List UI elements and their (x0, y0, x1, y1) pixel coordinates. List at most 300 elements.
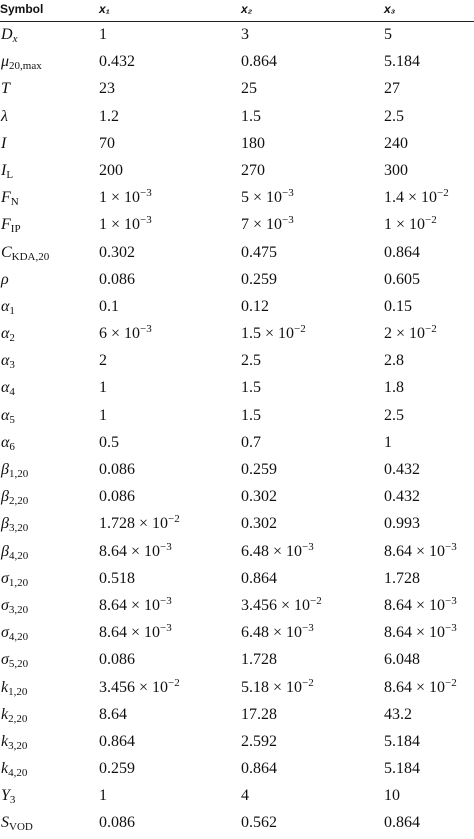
symbol-subscript: 3,20 (8, 522, 29, 535)
symbol-main: α (1, 379, 10, 397)
value-mantissa: 5.184 (384, 760, 420, 778)
symbol-subscript: 3,20 (8, 603, 29, 616)
table-row (0, 457, 474, 484)
symbol-subscript: 4 (9, 386, 15, 399)
value-cell-x2 (241, 515, 277, 533)
value-cell-x3 (384, 216, 437, 234)
value-exponent: −3 (445, 622, 457, 635)
symbol-main: λ (1, 107, 8, 125)
symbol-subscript: 5 (9, 413, 15, 426)
symbol-subscript: 1,20 (8, 468, 29, 480)
value-exponent: −2 (425, 214, 437, 227)
symbol-main: T (1, 80, 10, 98)
value-cell-x2 (241, 814, 277, 832)
value-exponent: −3 (140, 214, 152, 227)
value-mantissa: 8.64 × 10 (99, 624, 161, 642)
symbol-cell (1, 216, 21, 234)
symbol-main: k (1, 732, 9, 750)
symbol-subscript: 3,20 (8, 739, 28, 752)
symbol-main: α (1, 297, 10, 315)
symbol-subscript: x (12, 33, 18, 45)
value-cell-x1 (99, 80, 115, 98)
value-cell-x2 (241, 108, 261, 126)
value-cell-x3 (384, 379, 404, 397)
symbol-main: F (1, 189, 11, 207)
symbol-main: β (1, 515, 9, 533)
value-cell-x1 (99, 379, 107, 397)
table-row (0, 675, 474, 702)
symbol-subscript: 2,20 (8, 495, 29, 508)
value-mantissa: 2.592 (241, 732, 277, 750)
value-mantissa: 0.302 (241, 488, 277, 506)
table-row (0, 403, 474, 430)
value-cell-x1 (99, 706, 127, 724)
value-mantissa: 1.5 × 10 (241, 325, 295, 343)
value-mantissa: 8.64 × 10 (99, 596, 161, 614)
table-row (0, 783, 474, 810)
value-cell-x1 (99, 53, 135, 71)
table-row (0, 593, 474, 620)
value-mantissa: 0.086 (99, 461, 135, 478)
value-cell-x1 (99, 26, 107, 44)
value-cell-x3 (384, 733, 420, 751)
value-cell-x3 (384, 434, 392, 452)
value-cell-x2 (241, 53, 277, 71)
value-mantissa: 0.432 (99, 53, 135, 71)
value-cell-x1 (99, 352, 107, 370)
value-mantissa: 0.864 (384, 814, 420, 832)
table-row (0, 212, 474, 239)
header-x1: x₁ (99, 2, 110, 16)
value-cell-x1 (99, 135, 115, 153)
symbol-subscript: 4,20 (8, 631, 29, 644)
value-exponent: −3 (282, 187, 294, 200)
table-row (0, 566, 474, 593)
value-mantissa: 25 (241, 80, 257, 98)
symbol-main: I (1, 161, 7, 179)
value-cell-x2 (241, 434, 261, 452)
value-cell-x1 (99, 434, 119, 452)
value-cell-x2 (241, 706, 277, 724)
symbol-main: k (1, 705, 9, 723)
value-mantissa: 6 × 10 (99, 325, 141, 343)
value-mantissa: 0.259 (99, 760, 135, 778)
value-cell-x2 (241, 271, 277, 289)
value-mantissa: 0.12 (241, 297, 269, 315)
symbol-cell (1, 108, 8, 126)
value-cell-x1 (99, 271, 135, 289)
value-cell-x3 (384, 540, 457, 561)
value-cell-x2 (241, 352, 261, 370)
value-cell-x2 (241, 461, 277, 479)
value-mantissa: 8.64 × 10 (384, 596, 446, 614)
value-mantissa: 0.086 (99, 270, 135, 288)
table-row (0, 49, 474, 76)
value-mantissa: 6.048 (384, 651, 420, 669)
value-exponent: −2 (445, 676, 457, 689)
value-mantissa: 0.15 (384, 297, 412, 315)
value-cell-x3 (384, 594, 457, 615)
value-mantissa: 1 (99, 26, 107, 43)
value-mantissa: 0.432 (384, 488, 420, 506)
value-cell-x3 (384, 760, 420, 778)
table-row (0, 267, 474, 294)
symbol-subscript: 3 (9, 359, 15, 372)
value-mantissa: 1.5 (241, 107, 261, 125)
value-mantissa: 2 (99, 352, 107, 370)
symbol-cell (1, 135, 6, 153)
value-cell-x2 (241, 189, 294, 207)
symbol-main: β (1, 488, 9, 506)
symbol-cell (1, 570, 28, 588)
value-cell-x1 (99, 189, 152, 207)
symbol-main: σ (1, 624, 9, 642)
value-cell-x1 (99, 760, 135, 778)
value-cell-x3 (384, 624, 457, 642)
value-cell-x3 (384, 325, 437, 343)
value-exponent: −3 (140, 323, 152, 336)
symbol-cell (1, 760, 27, 778)
value-mantissa: 5.184 (384, 732, 420, 750)
value-exponent: −3 (282, 214, 294, 227)
value-cell-x1 (99, 651, 135, 669)
table-row (0, 430, 474, 457)
value-mantissa: 1.728 × 10 (99, 515, 169, 533)
value-mantissa: 300 (384, 161, 408, 179)
value-cell-x2 (241, 540, 314, 561)
value-cell-x1 (99, 244, 135, 262)
value-exponent: −2 (302, 676, 314, 689)
value-mantissa: 0.086 (99, 651, 135, 669)
value-mantissa: 8.64 × 10 (384, 678, 446, 696)
value-mantissa: 1 × 10 (99, 189, 141, 207)
value-mantissa: 70 (99, 134, 115, 152)
value-mantissa: 270 (241, 161, 265, 179)
symbol-cell (1, 189, 19, 207)
value-cell-x2 (241, 733, 277, 751)
value-cell-x2 (241, 325, 306, 343)
value-cell-x1 (99, 676, 180, 697)
symbol-main: D (1, 26, 13, 43)
value-mantissa: 0.605 (384, 270, 420, 288)
value-cell-x3 (384, 271, 420, 289)
value-cell-x1 (99, 298, 119, 316)
value-mantissa: 3.456 × 10 (241, 596, 311, 614)
symbol-main: α (1, 433, 10, 451)
table-row (0, 756, 474, 783)
symbol-main: S (1, 814, 9, 832)
header-x2: x₂ (241, 2, 253, 16)
value-mantissa: 1 × 10 (99, 216, 141, 234)
table-row (0, 76, 474, 103)
value-cell-x1 (99, 814, 135, 832)
value-mantissa: 5.184 (384, 53, 420, 71)
value-cell-x1 (99, 787, 107, 805)
value-mantissa: 0.5 (99, 433, 119, 451)
value-cell-x3 (384, 461, 420, 479)
symbol-subscript: N (10, 196, 19, 209)
table-row (0, 375, 474, 402)
symbol-cell (1, 624, 28, 642)
value-cell-x3 (384, 570, 420, 588)
value-mantissa: 6.48 × 10 (241, 624, 303, 642)
symbol-subscript: 5,20 (8, 658, 29, 671)
value-cell-x2 (241, 760, 277, 778)
symbol-main: σ (1, 569, 9, 587)
value-mantissa: 23 (99, 80, 115, 98)
value-mantissa: 1.728 (384, 569, 420, 587)
value-mantissa: 200 (99, 161, 123, 179)
symbol-main: σ (1, 651, 9, 669)
symbol-subscript: 1,20 (8, 576, 29, 589)
value-mantissa: 1 (99, 406, 107, 424)
value-mantissa: 0.259 (241, 270, 277, 288)
symbol-cell (1, 461, 28, 479)
value-exponent: −2 (437, 187, 449, 200)
table-row (0, 702, 474, 729)
value-cell-x3 (384, 676, 457, 697)
value-mantissa: 0.302 (241, 515, 277, 533)
value-mantissa: 1 (99, 379, 107, 397)
value-cell-x2 (241, 244, 277, 262)
table-row (0, 810, 474, 837)
table-row (0, 620, 474, 647)
value-exponent: −3 (302, 540, 314, 553)
value-mantissa: 8.64 × 10 (384, 542, 446, 560)
symbol-subscript: 1,20 (8, 685, 28, 698)
symbol-main: ρ (1, 270, 9, 288)
value-mantissa: 1.8 (384, 379, 404, 397)
value-cell-x3 (384, 80, 400, 98)
value-cell-x3 (384, 651, 420, 669)
value-mantissa: 3.456 × 10 (99, 678, 169, 696)
value-exponent: −3 (302, 622, 314, 635)
value-cell-x1 (99, 540, 172, 561)
value-cell-x1 (99, 108, 119, 126)
value-exponent: −3 (445, 594, 457, 607)
value-exponent: −3 (160, 622, 172, 635)
value-cell-x1 (99, 515, 180, 533)
symbol-cell (1, 298, 15, 316)
symbol-subscript: IP (10, 223, 21, 236)
value-mantissa: 5 (384, 26, 392, 43)
symbol-subscript: 1 (9, 304, 15, 317)
value-mantissa: 4 (241, 787, 249, 805)
value-cell-x3 (384, 244, 420, 262)
value-cell-x2 (241, 407, 261, 425)
symbol-cell (1, 651, 28, 669)
value-cell-x2 (241, 570, 277, 588)
symbol-cell (1, 352, 15, 370)
symbol-cell (1, 597, 28, 615)
value-cell-x2 (241, 216, 294, 234)
symbol-main: C (1, 243, 12, 261)
symbol-cell (1, 814, 33, 832)
symbol-subscript: 4,20 (8, 767, 28, 780)
symbol-subscript: 4,20 (8, 549, 29, 562)
table-row (0, 647, 474, 674)
symbol-subscript: 6 (9, 440, 15, 453)
value-cell-x1 (99, 733, 135, 751)
symbol-main: I (1, 134, 7, 152)
value-mantissa: 1.2 (99, 107, 119, 125)
value-mantissa: 5 × 10 (241, 189, 283, 207)
symbol-cell (1, 706, 27, 724)
value-mantissa: 0.259 (241, 461, 277, 478)
value-exponent: −3 (140, 187, 152, 200)
symbol-cell (1, 244, 49, 262)
value-mantissa: 1.4 × 10 (384, 189, 438, 207)
value-mantissa: 2.8 (384, 352, 404, 370)
symbol-cell (1, 407, 15, 425)
value-mantissa: 1 (384, 433, 392, 451)
table-header (0, 0, 474, 22)
value-mantissa: 43.2 (384, 705, 412, 723)
value-mantissa: 7 × 10 (241, 216, 283, 234)
value-mantissa: 0.864 (241, 53, 277, 71)
table-row (0, 294, 474, 321)
table-row (0, 511, 474, 538)
value-cell-x3 (384, 407, 404, 425)
value-cell-x3 (384, 706, 412, 724)
symbol-cell (1, 733, 27, 751)
symbol-main: k (1, 760, 9, 778)
symbol-cell (1, 379, 15, 397)
value-cell-x1 (99, 461, 135, 479)
symbol-cell (1, 488, 28, 506)
value-mantissa: 0.475 (241, 243, 277, 261)
value-mantissa: 0.086 (99, 488, 135, 506)
value-mantissa: 8.64 (99, 705, 127, 723)
symbol-subscript: L (6, 168, 14, 181)
value-cell-x3 (384, 108, 404, 126)
value-mantissa: 2.5 (241, 352, 261, 370)
value-cell-x3 (384, 787, 400, 805)
symbol-cell (1, 679, 27, 697)
value-mantissa: 1.728 (241, 651, 277, 669)
value-exponent: −2 (294, 323, 306, 336)
symbol-main: F (1, 216, 11, 234)
value-mantissa: 0.432 (384, 461, 420, 478)
symbol-cell (1, 543, 28, 561)
value-cell-x2 (241, 379, 261, 397)
value-mantissa: 1 (99, 787, 107, 805)
value-cell-x3 (384, 352, 404, 370)
symbol-main: α (1, 352, 10, 370)
value-mantissa: 0.518 (99, 569, 135, 587)
table-row (0, 185, 474, 212)
value-mantissa: 2 × 10 (384, 325, 426, 343)
value-cell-x3 (384, 814, 420, 832)
symbol-cell (1, 162, 13, 180)
symbol-cell (1, 53, 42, 71)
value-cell-x2 (241, 162, 265, 180)
symbol-main: α (1, 406, 10, 424)
value-cell-x2 (241, 488, 277, 506)
symbol-subscript: 2 (9, 332, 15, 345)
value-mantissa: 8.64 × 10 (99, 542, 161, 560)
symbol-cell (1, 787, 15, 805)
value-mantissa: 0.864 (241, 760, 277, 778)
value-mantissa: 0.993 (384, 515, 420, 533)
value-cell-x3 (384, 515, 420, 533)
header-x3: x₃ (384, 2, 396, 16)
table-row (0, 131, 474, 158)
value-cell-x3 (384, 298, 412, 316)
symbol-subscript: 2,20 (8, 712, 28, 725)
value-mantissa: 27 (384, 80, 400, 98)
value-mantissa: 0.562 (241, 814, 277, 832)
table-row (0, 484, 474, 511)
value-cell-x2 (241, 676, 314, 697)
value-cell-x2 (241, 80, 257, 98)
table-row (0, 240, 474, 267)
value-mantissa: 240 (384, 134, 408, 152)
value-mantissa: 10 (384, 787, 400, 805)
value-mantissa: 1.5 (241, 379, 261, 397)
value-exponent: −3 (160, 540, 172, 553)
table-row (0, 729, 474, 756)
value-exponent: −3 (445, 540, 457, 553)
value-cell-x3 (384, 162, 408, 180)
value-cell-x2 (241, 135, 265, 153)
value-cell-x1 (99, 570, 135, 588)
symbol-subscript: 20,max (9, 60, 42, 73)
value-exponent: −3 (160, 594, 172, 607)
symbol-cell (1, 515, 28, 533)
symbol-main: Y (1, 787, 10, 805)
table-row (0, 348, 474, 375)
table-body (0, 22, 474, 838)
symbol-cell (1, 80, 10, 98)
value-cell-x3 (384, 26, 392, 44)
value-exponent: −2 (168, 513, 180, 526)
value-cell-x3 (384, 488, 420, 506)
table-row (0, 539, 474, 566)
value-mantissa: 1 × 10 (384, 216, 426, 234)
value-mantissa: 0.302 (99, 243, 135, 261)
symbol-cell (1, 434, 15, 452)
value-mantissa: 6.48 × 10 (241, 542, 303, 560)
value-exponent: −2 (310, 594, 322, 607)
symbol-cell (1, 325, 15, 343)
value-cell-x1 (99, 624, 172, 642)
header-symbol: Symbol (0, 2, 44, 16)
value-mantissa: 0.864 (384, 243, 420, 261)
value-cell-x1 (99, 407, 107, 425)
value-cell-x3 (384, 53, 420, 71)
table-row (0, 158, 474, 185)
value-mantissa: 0.7 (241, 433, 261, 451)
value-mantissa: 0.086 (99, 814, 135, 832)
value-mantissa: 0.864 (99, 732, 135, 750)
value-mantissa: 1.5 (241, 406, 261, 424)
symbol-subscript: VOD (9, 821, 33, 834)
value-mantissa: 0.864 (241, 569, 277, 587)
value-cell-x1 (99, 216, 152, 234)
table-row (0, 321, 474, 348)
symbol-main: β (1, 461, 9, 478)
value-mantissa: 2.5 (384, 406, 404, 424)
symbol-main: μ (1, 53, 10, 71)
value-cell-x1 (99, 594, 172, 615)
value-mantissa: 8.64 × 10 (384, 624, 446, 642)
value-cell-x2 (241, 624, 314, 642)
symbol-cell (1, 271, 9, 289)
symbol-main: σ (1, 596, 9, 614)
value-mantissa: 3 (241, 26, 249, 43)
value-exponent: −2 (168, 676, 180, 689)
